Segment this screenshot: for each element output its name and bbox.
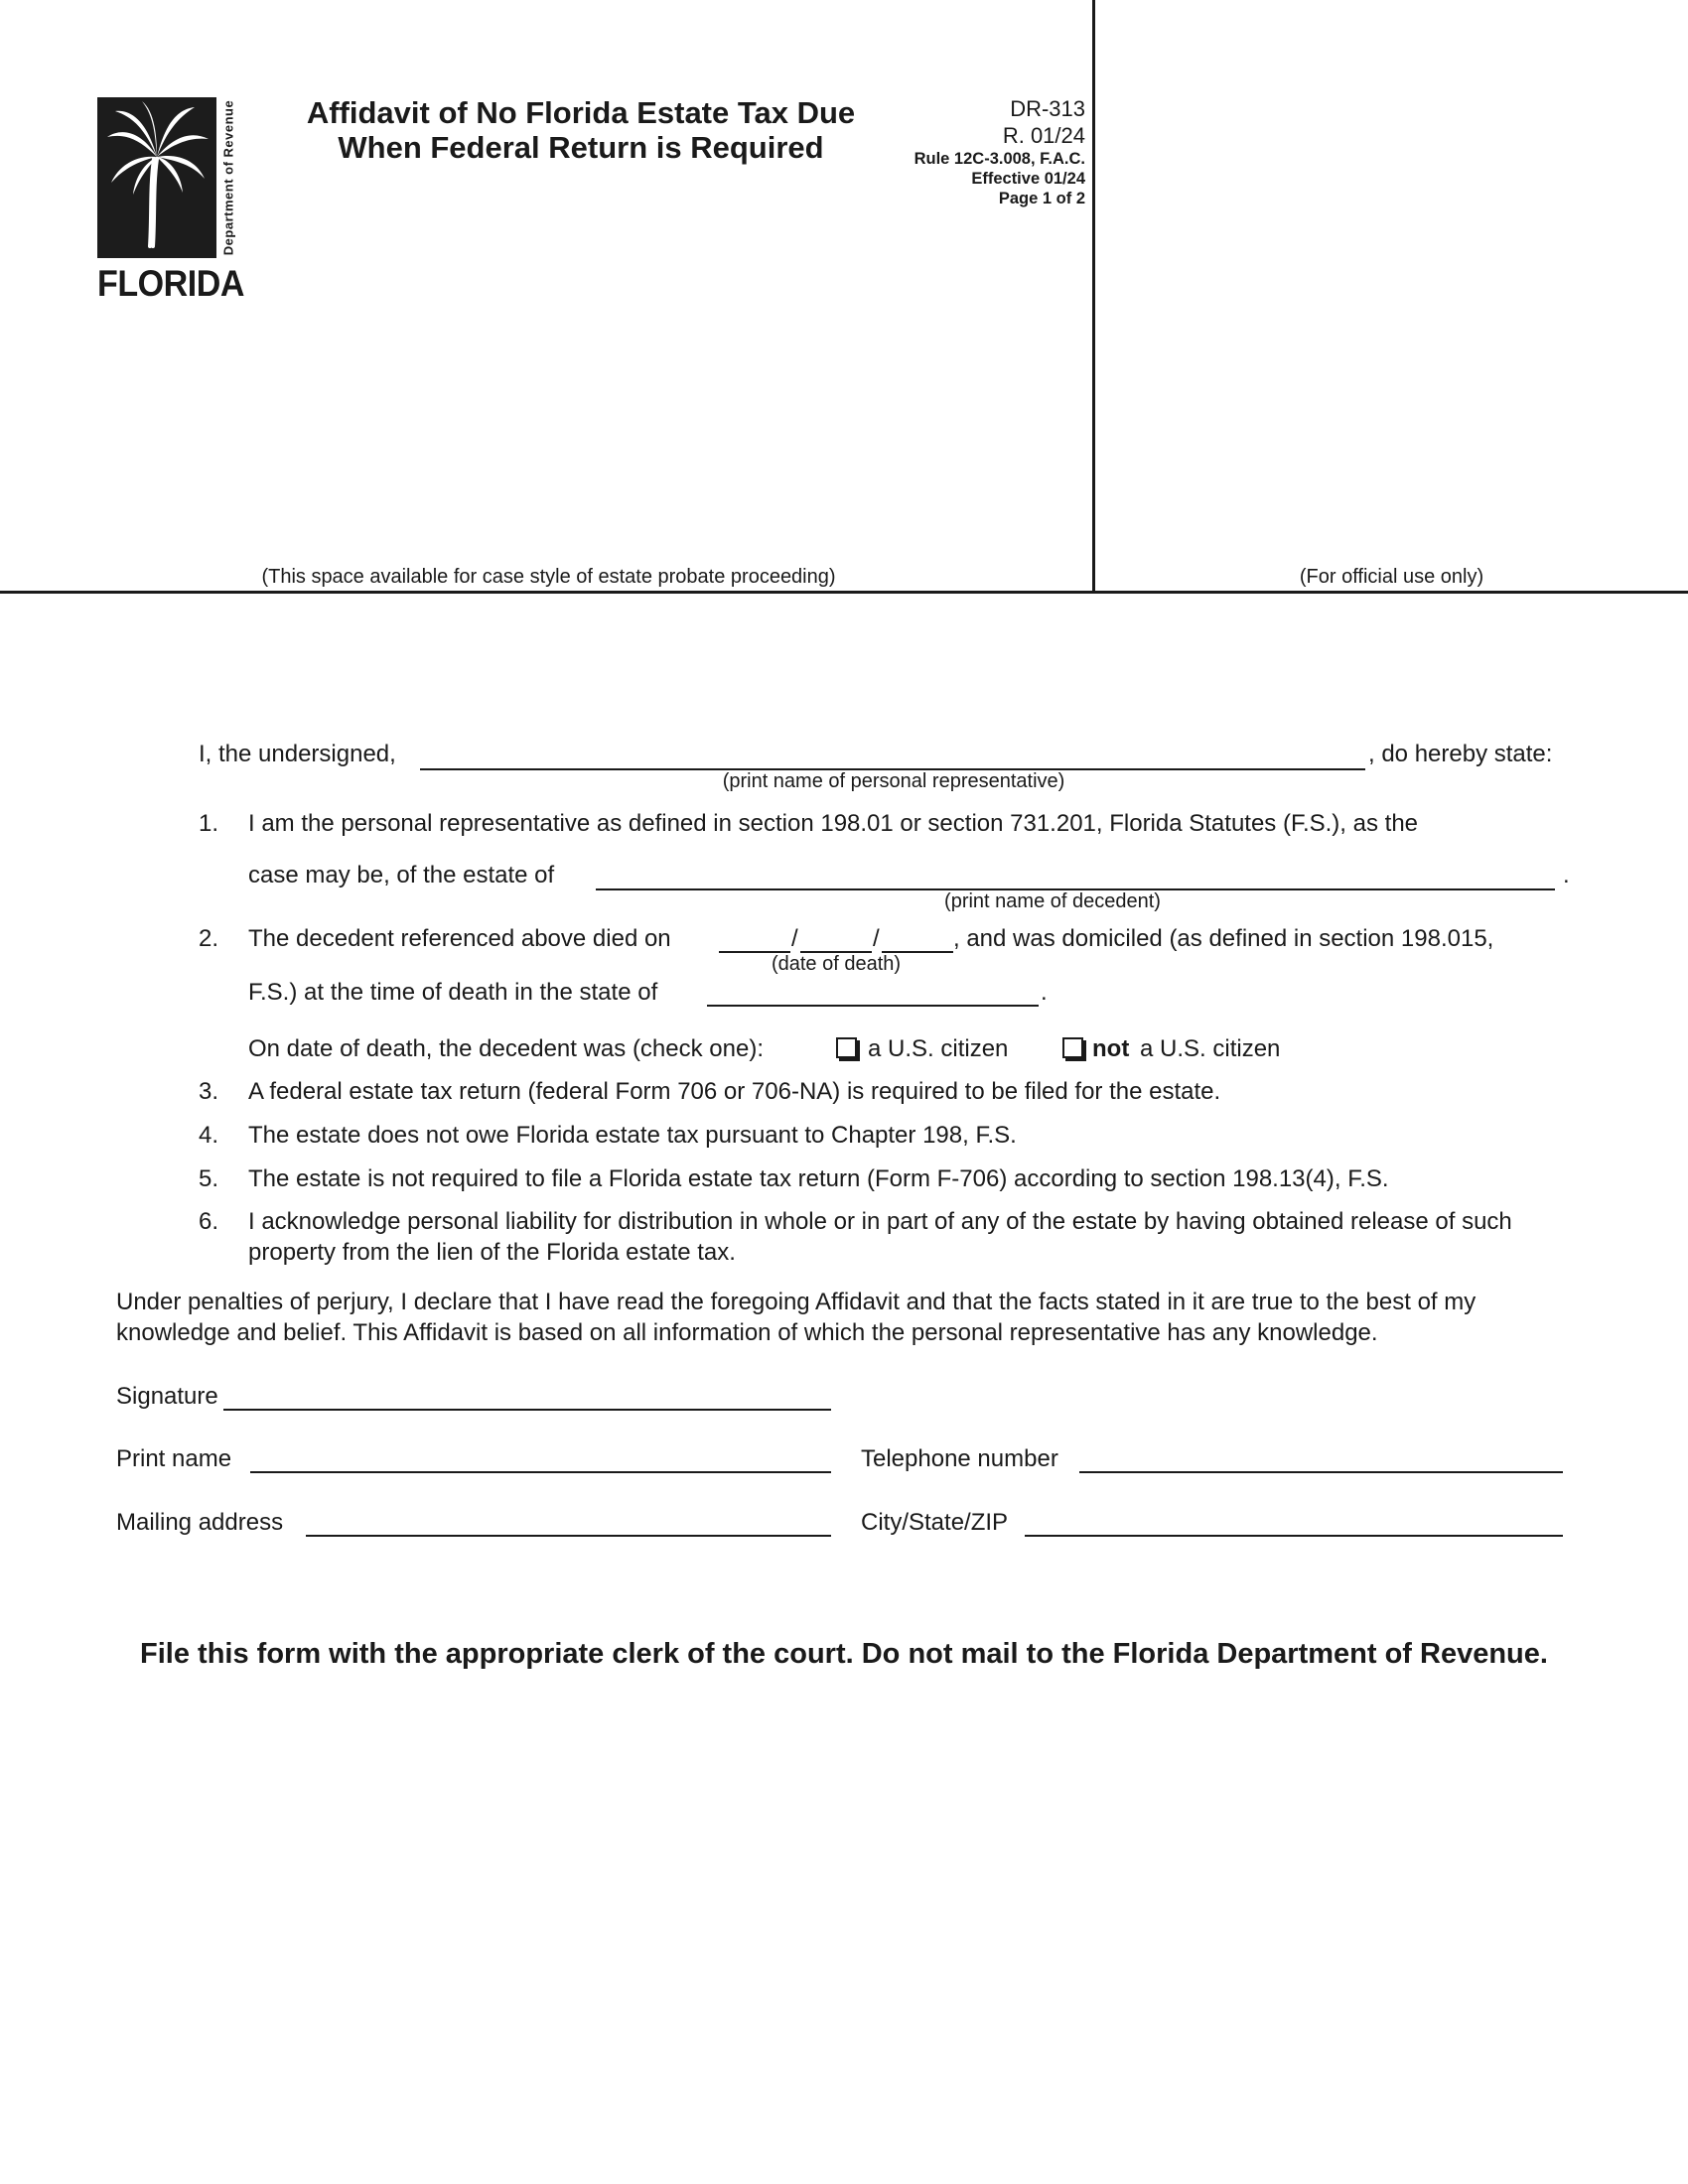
logo-department-text: Department of Revenue	[220, 99, 236, 256]
telephone-label: Telephone number	[861, 1445, 1058, 1472]
form-title-line1: Affidavit of No Florida Estate Tax Due	[306, 95, 856, 130]
print-name-field[interactable]	[250, 1471, 831, 1473]
not-us-citizen-label: a U.S. citizen	[1140, 1035, 1281, 1062]
official-use-caption: (For official use only)	[1299, 566, 1484, 588]
form-title-line2: When Federal Return is Required	[338, 130, 824, 165]
form-number: DR-313	[1010, 96, 1085, 121]
perjury-declaration: Under penalties of perjury, I declare that I have read the foregoing Affidavit and that the facts stated in it are true to the best of my knowledge and belief. This Affidavit is based on all information of which the personal representative has any knowledge.	[116, 1289, 1477, 1346]
item-2-period: .	[1041, 979, 1048, 1006]
item-5-number: 5.	[199, 1165, 219, 1192]
item-1-estate-prefix: case may be, of the estate of	[248, 862, 555, 888]
case-style-caption: (This space available for case style of estate probate proceeding)	[261, 566, 836, 588]
personal-representative-caption: (print name of personal representative)	[722, 770, 1065, 792]
header-horizontal-divider	[0, 591, 1688, 594]
mailing-address-label: Mailing address	[116, 1509, 284, 1536]
filing-instruction: File this form with the appropriate clerk of the court. Do not mail to the Florida Department of Revenue.	[140, 1638, 1548, 1670]
item-2-text: The decedent referenced above died on	[248, 925, 671, 952]
logo-wordmark: FLORIDA	[97, 263, 245, 304]
date-slash-1: /	[791, 925, 798, 952]
item-2-number: 2.	[199, 925, 219, 952]
intro-prefix: I, the undersigned,	[199, 741, 396, 767]
signature-label: Signature	[116, 1383, 218, 1410]
item-1-period: .	[1563, 862, 1570, 888]
form-rule: Rule 12C-3.008, F.A.C.	[914, 150, 1085, 168]
domicile-state-field[interactable]	[707, 1005, 1039, 1007]
date-of-death-caption: (date of death)	[771, 953, 902, 975]
decedent-name-caption: (print name of decedent)	[944, 890, 1161, 912]
item-1-text: I am the personal representative as defined in section 198.01 or section 731.201, Florida Statutes (F.S.), as the	[248, 810, 1419, 837]
not-us-citizen-bold-label: not	[1092, 1035, 1130, 1062]
city-state-zip-label: City/State/ZIP	[861, 1509, 1009, 1536]
item-2-domicile-text: , and was domiciled (as defined in section 198.015,	[953, 925, 1494, 952]
telephone-field[interactable]	[1079, 1471, 1563, 1473]
item-4-text: The estate does not owe Florida estate tax pursuant to Chapter 198, F.S.	[248, 1122, 1017, 1149]
header-vertical-divider	[1092, 0, 1095, 593]
item-4-number: 4.	[199, 1122, 219, 1149]
signature-field[interactable]	[223, 1409, 831, 1411]
florida-dor-logo	[97, 97, 245, 304]
us-citizen-label: a U.S. citizen	[868, 1035, 1009, 1062]
city-state-zip-field[interactable]	[1025, 1535, 1563, 1537]
form-page: Page 1 of 2	[998, 190, 1085, 207]
form-effective: Effective 01/24	[971, 170, 1085, 188]
intro-suffix: , do hereby state:	[1368, 741, 1553, 767]
mailing-address-field[interactable]	[306, 1535, 831, 1537]
form-meta	[854, 95, 1085, 208]
print-name-label: Print name	[116, 1445, 232, 1472]
logo-department-label	[217, 97, 239, 258]
us-citizen-checkbox[interactable]	[836, 1037, 857, 1058]
item-5-text: The estate is not required to file a Florida estate tax return (Form F-706) according to section 198.13(4), F.S.	[248, 1165, 1389, 1192]
item-1-number: 1.	[199, 810, 219, 837]
citizenship-prompt: On date of death, the decedent was (check one):	[248, 1035, 764, 1062]
palm-tree-icon	[97, 97, 216, 258]
form-revision: R. 01/24	[1002, 123, 1085, 148]
item-2-state-prefix: F.S.) at the time of death in the state of	[248, 979, 658, 1006]
item-3-text: A federal estate tax return (federal Form 706 or 706-NA) is required to be filed for the estate.	[248, 1078, 1221, 1105]
item-6-text: I acknowledge personal liability for distribution in whole or in part of any of the estate by having obtained release of such property from the lien of the Florida estate tax.	[248, 1208, 1512, 1266]
item-6-number: 6.	[199, 1208, 219, 1235]
not-us-citizen-checkbox[interactable]	[1062, 1037, 1083, 1058]
item-3-number: 3.	[199, 1078, 219, 1105]
date-slash-2: /	[873, 925, 880, 952]
form-title	[268, 95, 894, 165]
